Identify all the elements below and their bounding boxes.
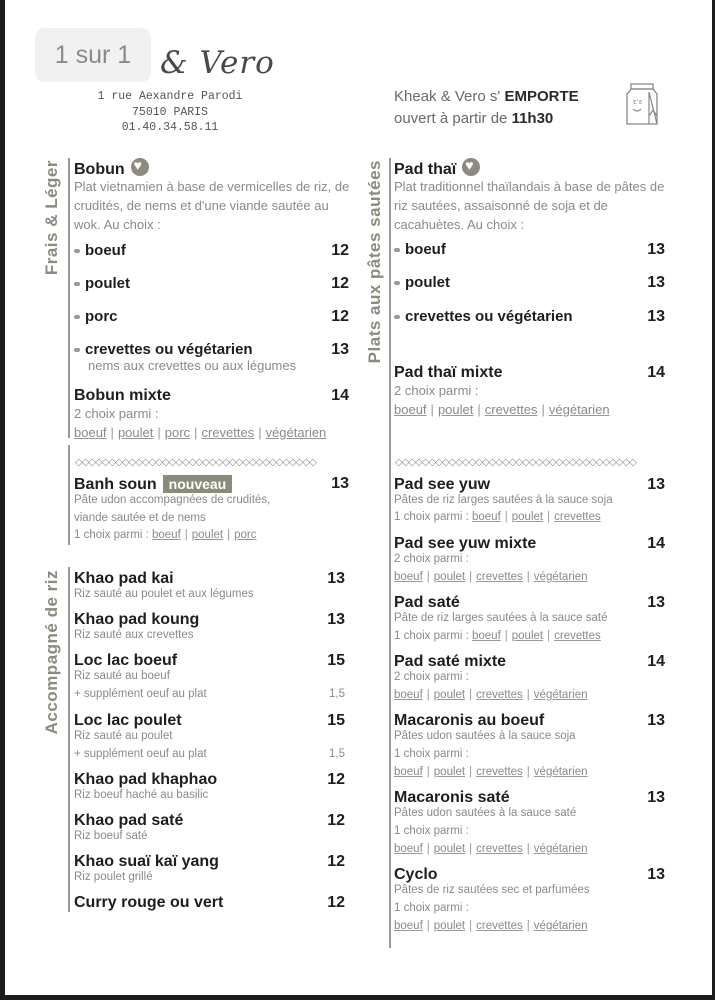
choice-link[interactable]: crevettes <box>476 766 523 778</box>
pad-thai-option-poulet[interactable] <box>394 274 450 291</box>
title-text: Pad thaï <box>394 161 457 178</box>
choice-options: boeuf | poulet | crevettes | végétarien <box>394 920 588 932</box>
choice-link[interactable]: crevettes <box>201 425 255 440</box>
choice-link[interactable]: poulet <box>433 843 466 855</box>
pates-item-desc: Pâtes de riz larges sautées à la sauce soja <box>394 494 613 506</box>
choice-link[interactable]: crevettes <box>476 571 523 583</box>
choice-label: 2 choix parmi : <box>74 406 159 421</box>
bullet-icon <box>394 281 400 285</box>
choice-options: 1 choix parmi : boeuf | poulet | crevettes <box>394 630 601 642</box>
choice-link[interactable]: boeuf <box>394 402 427 417</box>
choice-options: boeuf | poulet | porc | crevettes | végétarien <box>74 425 327 440</box>
riz-item-title: Khao suaï kaï yang <box>74 853 219 870</box>
choice-link[interactable]: poulet <box>191 529 224 541</box>
option-label: boeuf <box>405 241 446 258</box>
riz-item-desc: Riz poulet grillé <box>74 871 153 883</box>
choice-link[interactable]: boeuf <box>394 689 423 701</box>
price: 13 <box>331 341 349 358</box>
heart-icon <box>462 158 480 176</box>
price: 13 <box>647 476 665 493</box>
address-city: 75010 PARIS <box>132 105 208 119</box>
address-phone: 01.40.34.58.11 <box>121 121 219 134</box>
choice-link[interactable]: poulet <box>433 689 466 701</box>
address-block <box>65 89 275 136</box>
menu-page <box>5 0 712 995</box>
riz-item-title: Khao pad kai <box>74 570 174 587</box>
pates-item-desc: Pâtes udon sautées à la sauce saté <box>394 807 577 819</box>
heart-icon <box>131 158 149 176</box>
choice-link[interactable]: poulet <box>437 402 474 417</box>
choice-link[interactable]: poulet <box>433 920 466 932</box>
price: 13 <box>647 274 665 291</box>
pad-thai-mixte-title: Pad thaï mixte <box>394 364 503 381</box>
choice-link[interactable]: boeuf <box>394 571 423 583</box>
choice-link[interactable]: crevettes <box>476 843 523 855</box>
choice-link[interactable]: poulet <box>433 571 466 583</box>
choice-link[interactable]: boeuf <box>394 843 423 855</box>
choice-link[interactable]: boeuf <box>471 630 501 642</box>
choice-link[interactable]: végétarien <box>533 689 588 701</box>
price: 13 <box>647 241 665 258</box>
choice-link[interactable]: poulet <box>433 766 466 778</box>
option-label: porc <box>85 308 118 325</box>
choice-label: 2 choix parmi : <box>394 553 469 565</box>
banh-soun-desc-2: viande sautée et de nems <box>74 512 206 524</box>
section-divider <box>68 567 70 912</box>
banh-soun-choices: 1 choix parmi : boeuf | poulet | porc <box>74 529 257 541</box>
price: 14 <box>647 653 665 670</box>
choice-link[interactable]: porc <box>164 425 191 440</box>
pates-item-title: Pad saté mixte <box>394 653 507 670</box>
price: 13 <box>327 611 345 628</box>
price: 13 <box>647 594 665 611</box>
section-label-riz: Accompagné de riz <box>42 570 61 735</box>
pates-item-title: Pad see yuw <box>394 476 491 493</box>
pates-item-title: Pad see yuw mixte <box>394 535 537 552</box>
price: 12 <box>327 812 345 829</box>
section-divider <box>389 158 391 948</box>
choice-label: 1 choix parmi : <box>394 825 469 837</box>
choice-label: 2 choix parmi : <box>394 671 469 683</box>
bobun-title-text: Bobun <box>74 161 125 178</box>
choice-label: 1 choix parmi : <box>394 630 472 642</box>
pad-thai-title <box>394 158 480 179</box>
section-label-frais: Frais & Léger <box>42 160 61 276</box>
pad-thai-option-boeuf[interactable] <box>394 241 446 258</box>
choice-options: boeuf | poulet | crevettes | végétarien <box>394 402 610 417</box>
price: 13 <box>327 570 345 587</box>
banh-soun-title <box>74 475 232 494</box>
riz-item-desc: Riz sauté au poulet <box>74 730 173 742</box>
choice-link[interactable]: crevettes <box>484 402 538 417</box>
option-label: poulet <box>85 275 130 292</box>
riz-item-desc: Riz sauté aux crevettes <box>74 629 194 641</box>
riz-item-title: Curry rouge ou vert <box>74 894 224 911</box>
section-divider <box>68 445 70 545</box>
price: 14 <box>647 535 665 552</box>
choice-options: 1 choix parmi : boeuf | poulet | crevettes <box>394 511 601 523</box>
takeaway-info <box>394 86 579 130</box>
price: 12 <box>331 275 349 292</box>
pates-item-desc: Pâte de riz larges sautées à la sauce saté <box>394 612 608 624</box>
price: 13 <box>331 475 349 492</box>
choice-link[interactable]: crevettes <box>554 511 601 523</box>
price: 15 <box>327 712 345 729</box>
riz-item-title: Loc lac poulet <box>74 712 182 729</box>
choice-link[interactable]: boeuf <box>151 529 181 541</box>
price: 15 <box>327 652 345 669</box>
price: 13 <box>647 712 665 729</box>
riz-item-title: Khao pad koung <box>74 611 200 628</box>
choice-label: 1 choix parmi : <box>74 529 152 541</box>
opening-text: ouvert à partir de <box>394 110 512 127</box>
choice-link[interactable]: porc <box>234 529 257 541</box>
choice-link[interactable]: crevettes <box>554 630 601 642</box>
bobun-option-poulet[interactable] <box>74 275 130 292</box>
opening-time: 11h30 <box>511 110 554 127</box>
choice-options: boeuf | poulet | crevettes | végétarien <box>394 766 588 778</box>
choice-link[interactable]: boeuf <box>471 511 501 523</box>
choice-link[interactable]: crevettes <box>476 689 523 701</box>
pad-thai-option-crevettes[interactable] <box>394 308 573 325</box>
option-label: crevettes ou végétarien <box>405 308 573 325</box>
banh-soun-desc-1: Pâte udon accompagnées de crudités, <box>74 494 271 506</box>
option-note: nems aux crevettes ou aux légumes <box>88 358 297 373</box>
price: 14 <box>331 387 349 404</box>
extra-price: 1,5 <box>329 688 345 700</box>
pates-item-desc: Pâtes de riz sautées sec et parfumées <box>394 884 590 896</box>
choice-link[interactable]: boeuf <box>394 766 423 778</box>
bobun-option-porc[interactable] <box>74 308 118 325</box>
choice-link[interactable]: végétarien <box>533 571 588 583</box>
restaurant-logo: & Vero <box>160 45 275 81</box>
bullet-icon <box>74 348 80 352</box>
price: 12 <box>331 308 349 325</box>
section-label-pates: Plats aux pâtes sautées <box>365 160 384 364</box>
choice-label: 2 choix parmi : <box>394 383 479 398</box>
pates-item-title: Macaronis saté <box>394 789 510 806</box>
bullet-icon <box>74 315 80 319</box>
bobun-title <box>74 158 149 179</box>
choice-link[interactable]: végétarien <box>265 425 327 440</box>
pates-item-title: Pad saté <box>394 594 460 611</box>
takeaway-bag-icon <box>623 80 663 128</box>
choice-link[interactable]: végétarien <box>548 402 610 417</box>
choice-link[interactable]: végétarien <box>533 843 588 855</box>
takeaway-emphasis: EMPORTE <box>504 88 579 105</box>
option-label: boeuf <box>85 242 126 259</box>
bobun-description: Plat vietnamien à base de vermicelles de riz, de crudités, de nems et d'une viande sautée au wok. Au choix : <box>74 179 350 232</box>
choice-link[interactable]: poulet <box>511 511 544 523</box>
choice-label: 1 choix parmi : <box>394 748 469 760</box>
bobun-option-boeuf[interactable] <box>74 242 126 259</box>
pates-item-title: Cyclo <box>394 866 438 883</box>
pates-item-desc: Pâtes udon sautées à la sauce soja <box>394 730 576 742</box>
title-text: Banh soun <box>74 476 157 493</box>
extra-price: 1,5 <box>329 748 345 760</box>
price: 12 <box>331 242 349 259</box>
bullet-icon <box>394 248 400 252</box>
section-divider <box>68 158 70 438</box>
choice-options: boeuf | poulet | crevettes | végétarien <box>394 843 588 855</box>
page-indicator[interactable]: 1 sur 1 <box>35 28 151 82</box>
price: 14 <box>647 364 665 381</box>
address-street: 1 rue Aexandre Parodi <box>97 90 243 103</box>
riz-item-extra: + supplément oeuf au plat <box>74 748 207 760</box>
choice-label: 1 choix parmi : <box>394 511 472 523</box>
bobun-mixte-title: Bobun mixte <box>74 387 171 404</box>
price: 12 <box>327 853 345 870</box>
choice-options: boeuf | poulet | crevettes | végétarien <box>394 571 588 583</box>
pates-item-title: Macaronis au boeuf <box>394 712 545 729</box>
price: 13 <box>647 308 665 325</box>
diamond-divider: ◇◇◇◇◇◇◇◇◇◇◇◇◇◇◇◇◇◇◇◇◇◇◇◇◇◇◇◇◇◇◇◇◇◇◇◇ <box>75 457 316 467</box>
riz-item-desc: Riz boeuf haché au basilic <box>74 789 209 801</box>
option-label: poulet <box>405 274 450 291</box>
choice-link[interactable]: boeuf <box>74 425 107 440</box>
bullet-icon <box>74 282 80 286</box>
riz-item-title: Loc lac boeuf <box>74 652 178 669</box>
bullet-icon <box>394 315 400 319</box>
svg-text:ɛ'ɛ: ɛ'ɛ <box>633 98 643 106</box>
option-label: crevettes ou végétarien <box>85 341 253 358</box>
choice-link[interactable]: végétarien <box>533 766 588 778</box>
riz-item-extra: + supplément oeuf au plat <box>74 688 207 700</box>
price: 12 <box>327 771 345 788</box>
riz-item-desc: Riz sauté au poulet et aux légumes <box>74 588 254 600</box>
choice-link[interactable]: poulet <box>117 425 154 440</box>
choice-link[interactable]: crevettes <box>476 920 523 932</box>
choice-label: 1 choix parmi : <box>394 902 469 914</box>
bullet-icon <box>74 249 80 253</box>
pad-thai-description: Plat traditionnel thaïlandais à base de pâtes de riz sautées, assaisonné de soja et de cacahuètes. Au choix : <box>394 179 665 232</box>
riz-item-title: Khao pad saté <box>74 812 184 829</box>
choice-link[interactable]: végétarien <box>533 920 588 932</box>
choice-options: boeuf | poulet | crevettes | végétarien <box>394 689 588 701</box>
diamond-divider: ◇◇◇◇◇◇◇◇◇◇◇◇◇◇◇◇◇◇◇◇◇◇◇◇◇◇◇◇◇◇◇◇◇◇◇◇ <box>395 457 636 467</box>
price: 12 <box>327 894 345 911</box>
price: 13 <box>647 789 665 806</box>
choice-link[interactable]: poulet <box>511 630 544 642</box>
riz-item-desc: Riz sauté au boeuf <box>74 670 170 682</box>
takeaway-text: Kheak & Vero s' <box>394 88 505 105</box>
riz-item-title: Khao pad khaphao <box>74 771 218 788</box>
choice-link[interactable]: boeuf <box>394 920 423 932</box>
riz-item-desc: Riz boeuf saté <box>74 830 148 842</box>
new-badge: nouveau <box>163 475 233 493</box>
price: 13 <box>647 866 665 883</box>
